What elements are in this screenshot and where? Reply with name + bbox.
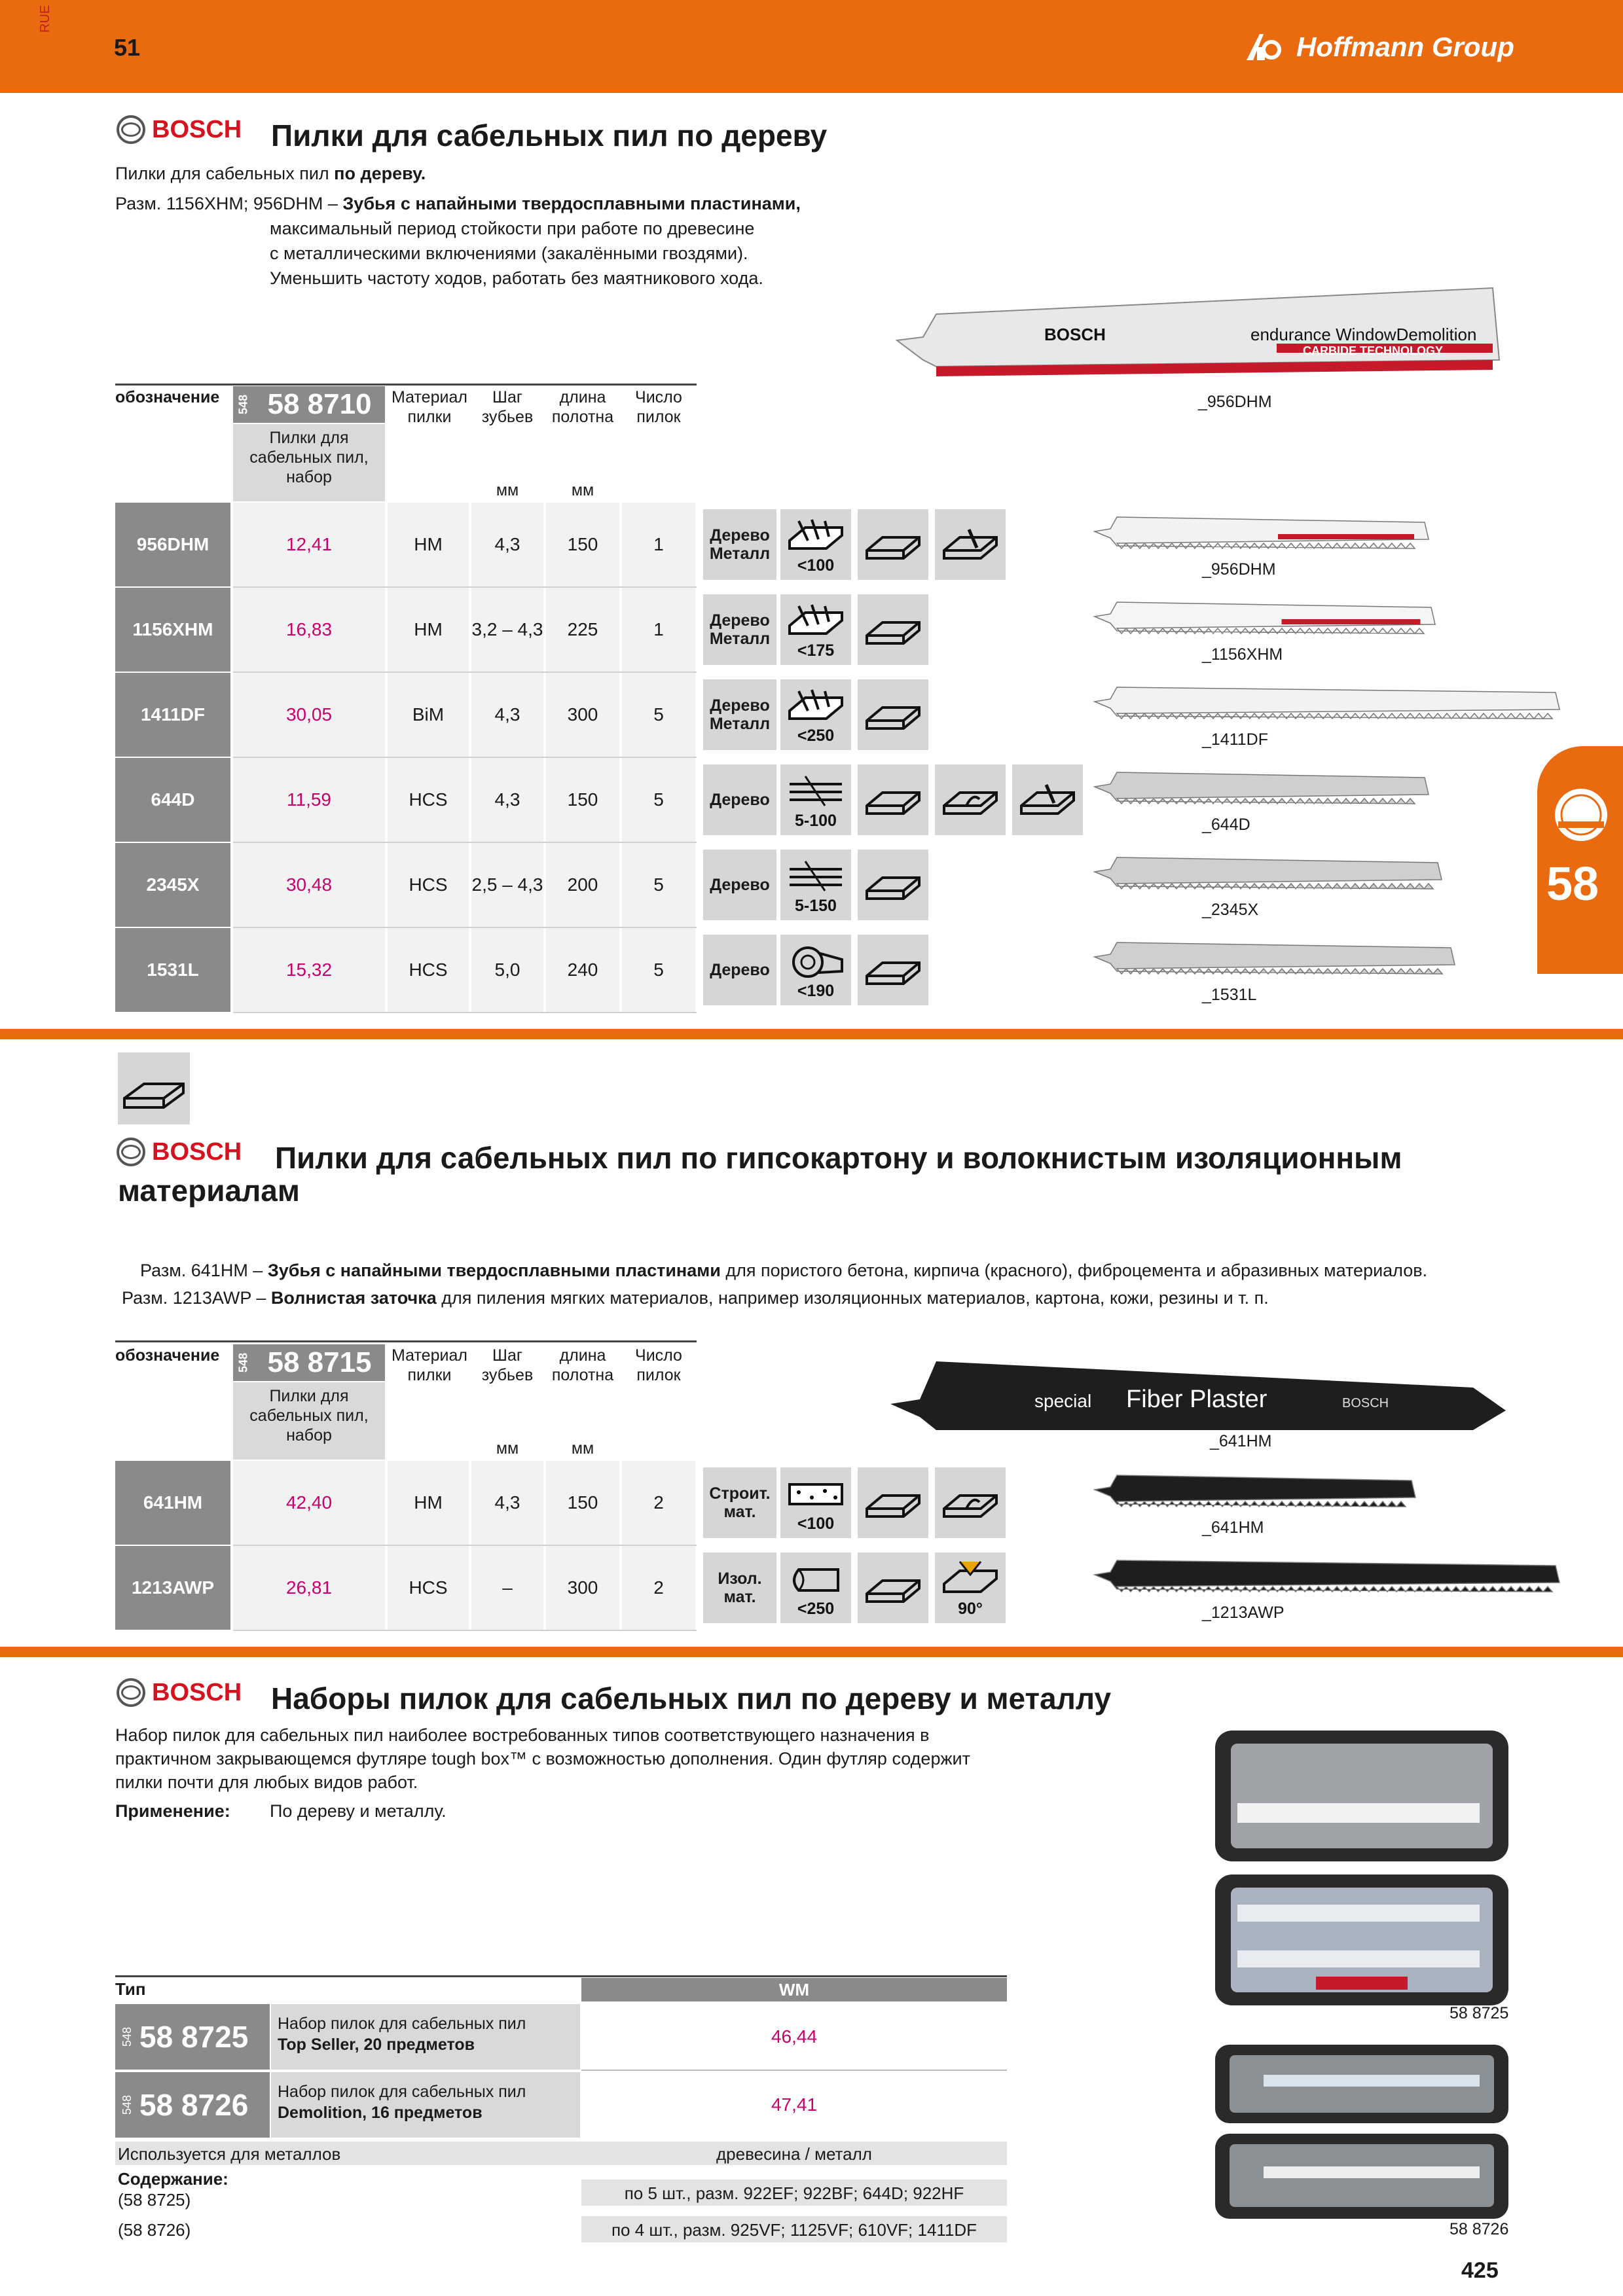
bosch-logo-icon xyxy=(117,115,145,144)
row-application: Дерево Металл xyxy=(703,509,776,580)
row-length: 150 xyxy=(546,758,619,842)
row-code: 1531L xyxy=(115,928,230,1012)
content-1: по 5 шт., разм. 922EF; 922BF; 644D; 922HF xyxy=(624,2183,964,2203)
bosch-brand: BOSCH xyxy=(117,1138,242,1166)
row-price: 42,40 xyxy=(233,1461,385,1545)
unit-mm: мм xyxy=(496,1439,519,1458)
bosch-brand: BOSCH xyxy=(117,1678,242,1707)
layered-wood-icon: 5-100 xyxy=(780,764,851,835)
col-pitch: Шаг зубьев xyxy=(481,1346,534,1384)
row-application: Строит. мат. xyxy=(703,1467,776,1538)
row-pitch: 4,3 xyxy=(471,758,543,842)
row-material: HM xyxy=(388,1461,469,1545)
row-code: 644D xyxy=(115,758,230,842)
row-code: 956DHM xyxy=(115,503,230,586)
content-2: по 4 шт., разм. 925VF; 1125VF; 610VF; 1411DF xyxy=(611,2220,977,2240)
page-number-bottom: 425 xyxy=(1461,2258,1499,2283)
row-code: 641HM xyxy=(115,1461,230,1545)
row-length: 240 xyxy=(546,928,619,1012)
row-price: 12,41 xyxy=(233,503,385,586)
usage-label: Применение: xyxy=(115,1801,230,1821)
straight-cut-icon xyxy=(858,679,928,750)
col-count: Число пилок xyxy=(635,388,682,426)
blade-caption-top: _641HM xyxy=(1210,1432,1272,1450)
straight-cut-icon xyxy=(858,594,928,665)
row-material: HCS xyxy=(388,1546,469,1630)
row-length: 200 xyxy=(546,843,619,927)
section2-line1: Разм. 641HM – Зубья с напайными твердосплавными пластинами для пористого бетона, кирпича (красного), фиброцемента и абразивных материалов. xyxy=(140,1261,1428,1280)
set-desc-1: Набор пилок для сабельных пил Top Seller, 20 предметов xyxy=(271,2004,580,2070)
col-type: Тип xyxy=(115,1979,146,1999)
unit-mm: мм xyxy=(571,1439,594,1458)
case-588725-image xyxy=(1211,1728,1512,2016)
row-count: 5 xyxy=(622,843,695,927)
row-count: 5 xyxy=(622,758,695,842)
col-material: Материал пилки xyxy=(392,388,467,426)
section1-line2: максимальный период стойкости при работе по древесине xyxy=(270,219,755,238)
row-count: 1 xyxy=(622,588,695,672)
blade-caption: _1156XHM xyxy=(1202,645,1283,664)
article-number: 58 8715 xyxy=(254,1344,385,1381)
row-price: 30,48 xyxy=(233,843,385,927)
row-application: Дерево xyxy=(703,850,776,920)
case-588726-image xyxy=(1211,2042,1512,2225)
plunge-cut-icon xyxy=(1012,764,1083,835)
set-desc-2: Набор пилок для сабельных пил Demolition, 16 предметов xyxy=(271,2072,580,2138)
row-count: 5 xyxy=(622,928,695,1012)
row-length: 150 xyxy=(546,503,619,586)
section2-title-line2: материалам xyxy=(118,1174,300,1208)
row-pitch: – xyxy=(471,1546,543,1630)
saw-blade-image xyxy=(1091,505,1431,558)
used-for-value: древесина / металл xyxy=(716,2144,872,2164)
col-designation: обозначение xyxy=(115,1346,220,1365)
blade-caption: _1411DF xyxy=(1202,730,1268,749)
row-material: HCS xyxy=(388,843,469,927)
saw-blade-641hm-large xyxy=(884,1342,1512,1440)
section2-title-line1: Пилки для сабельных пил по гипсокартону и волокнистым изоляционным xyxy=(275,1141,1402,1175)
blade-caption: _956DHM xyxy=(1202,560,1276,579)
article-number: 58 8710 xyxy=(254,386,385,423)
case-label-2: 58 8726 xyxy=(1450,2220,1509,2238)
row-price: 11,59 xyxy=(233,758,385,842)
log-cut-icon: <190 xyxy=(780,935,851,1005)
set-price-1: 46,44 xyxy=(581,2004,1007,2071)
row-material: HCS xyxy=(388,758,469,842)
blade-caption-top: _956DHM xyxy=(1198,393,1272,411)
row-code: 1411DF xyxy=(115,673,230,757)
row-application: Дерево xyxy=(703,764,776,835)
row-count: 1 xyxy=(622,503,695,586)
plunge-cut-icon xyxy=(935,509,1006,580)
section3-para2: практичном закрывающемся футляре tough box™ с возможностью дополнения. Один футляр содержит xyxy=(115,1749,970,1768)
article-prefix: 548 xyxy=(233,1344,254,1381)
set-article-1: 548 58 8725 xyxy=(115,2004,270,2070)
article-description: Пилки для сабельных пил, набор xyxy=(233,1382,385,1460)
row-length: 150 xyxy=(546,1461,619,1545)
bosch-logo-icon xyxy=(117,1678,145,1707)
svg-text:CARBIDE TECHNOLOGY: CARBIDE TECHNOLOGY xyxy=(1303,344,1444,357)
nail-embedded-wood-icon: <250 xyxy=(780,679,851,750)
set-price-2: 47,41 xyxy=(771,2094,818,2115)
section1-line4: Уменьшить частоту ходов, работать без маятникового хода. xyxy=(270,268,763,288)
row-length: 300 xyxy=(546,1546,619,1630)
row-length: 225 xyxy=(546,588,619,672)
col-length: длина полотна xyxy=(551,1346,614,1384)
chapter-number: 58 xyxy=(1546,858,1599,910)
row-pitch: 4,3 xyxy=(471,1461,543,1545)
row-material: HM xyxy=(388,588,469,672)
col-length: длина полотна xyxy=(551,388,614,426)
language-code: RUE xyxy=(38,5,52,33)
case-label-1: 58 8725 xyxy=(1450,2004,1509,2022)
saw-blade-image xyxy=(1091,846,1444,898)
row-pitch: 5,0 xyxy=(471,928,543,1012)
row-pitch: 4,3 xyxy=(471,503,543,586)
row-application: Дерево Металл xyxy=(703,594,776,665)
col-designation: обозначение xyxy=(115,388,220,406)
curve-cut-icon xyxy=(935,764,1006,835)
row-application: Дерево xyxy=(703,935,776,1005)
saw-blade-image xyxy=(1091,931,1457,983)
article-description: Пилки для сабельных пил, набор xyxy=(233,424,385,501)
saw-blade-image xyxy=(1091,675,1562,728)
row-pitch: 3,2 – 4,3 xyxy=(471,588,543,672)
row-length: 300 xyxy=(546,673,619,757)
row-code: 1156XHM xyxy=(115,588,230,672)
section1-sizes: Разм. 1156XHM; 956DHM – Зубья с напайными твердосплавными пластинами, xyxy=(115,194,801,213)
blade-caption: _1531L xyxy=(1202,986,1257,1004)
content-ref-2: (58 8726) xyxy=(118,2220,191,2240)
cutting-disc-icon xyxy=(1552,785,1611,844)
blade-caption: _1213AWP xyxy=(1202,1604,1285,1622)
row-price: 26,81 xyxy=(233,1546,385,1630)
row-pitch: 2,5 – 4,3 xyxy=(471,843,543,927)
section1-line3: с металлическими включениями (закалёнными гвоздями). xyxy=(270,243,748,263)
content-ref-1: (58 8725) xyxy=(118,2190,191,2210)
saw-blade-956dhm-large xyxy=(884,275,1506,386)
bosch-logo-icon xyxy=(117,1138,145,1166)
insulation-roll-icon: <250 xyxy=(780,1552,851,1623)
section3-para3: пилки почти для любых видов работ. xyxy=(115,1772,418,1792)
saw-blade-image xyxy=(1091,1549,1562,1601)
row-material: BiM xyxy=(388,673,469,757)
nail-embedded-wood-icon: <100 xyxy=(780,509,851,580)
row-count: 5 xyxy=(622,673,695,757)
unit-mm: мм xyxy=(496,481,519,499)
hoffmann-logo: Hoffmann Group xyxy=(1244,31,1514,63)
set-article-2: 548 58 8726 xyxy=(115,2072,270,2138)
hoffmann-logo-icon xyxy=(1244,31,1290,63)
row-count: 2 xyxy=(622,1461,695,1545)
straight-cut-icon xyxy=(858,850,928,920)
blade-caption: _641HM xyxy=(1202,1518,1264,1537)
section-divider xyxy=(0,1647,1623,1657)
usage-value: По дереву и металлу. xyxy=(270,1801,447,1821)
porous-material-icon: <100 xyxy=(780,1467,851,1538)
row-price: 15,32 xyxy=(233,928,385,1012)
row-code: 2345X xyxy=(115,843,230,927)
unit-mm: мм xyxy=(571,481,594,499)
row-application: Изол. мат. xyxy=(703,1552,776,1623)
saw-blade-image xyxy=(1091,1463,1418,1516)
svg-text:BOSCH: BOSCH xyxy=(1342,1396,1389,1410)
section3-para1: Набор пилок для сабельных пил наиболее востребованных типов соответствующего назначения в xyxy=(115,1725,930,1745)
svg-text:BOSCH: BOSCH xyxy=(1044,325,1106,344)
svg-text:Fiber Plaster: Fiber Plaster xyxy=(1126,1386,1267,1413)
article-prefix: 548 xyxy=(233,386,254,423)
section1-intro: Пилки для сабельных пил по дереву. xyxy=(115,164,426,183)
col-pitch: Шаг зубьев xyxy=(481,388,534,426)
row-count: 2 xyxy=(622,1546,695,1630)
straight-cut-icon xyxy=(858,764,928,835)
bosch-brand: BOSCH xyxy=(117,115,242,144)
row-price: 16,83 xyxy=(233,588,385,672)
straight-cut-icon xyxy=(858,1467,928,1538)
section1-title: Пилки для сабельных пил по дереву xyxy=(271,118,828,152)
section3-title: Наборы пилок для сабельных пил по дереву и металлу xyxy=(271,1681,1112,1715)
nail-embedded-wood-icon: <175 xyxy=(780,594,851,665)
row-application: Дерево Металл xyxy=(703,679,776,750)
section2-line2: Разм. 1213AWP – Волнистая заточка для пиления мягких материалов, например изоляционных материалов, картона, кожи, резины и т. п. xyxy=(122,1288,1269,1308)
curve-cut-icon xyxy=(935,1467,1006,1538)
saw-blade-image xyxy=(1091,761,1431,813)
row-material: HM xyxy=(388,503,469,586)
drywall-icon xyxy=(118,1052,190,1124)
col-material: Материал пилки xyxy=(392,1346,467,1384)
straight-cut-icon xyxy=(858,935,928,1005)
section-divider xyxy=(0,1029,1623,1039)
col-count: Число пилок xyxy=(635,1346,682,1384)
page-number: 51 xyxy=(114,34,141,61)
content-label: Содержание: xyxy=(118,2169,228,2189)
blade-caption: _644D xyxy=(1202,816,1250,834)
row-pitch: 4,3 xyxy=(471,673,543,757)
col-wm: WM xyxy=(581,1978,1007,2001)
blade-caption: _2345X xyxy=(1202,901,1259,919)
used-for-label: Используется для металлов xyxy=(118,2144,341,2164)
layered-wood-icon: 5-150 xyxy=(780,850,851,920)
saw-blade-image xyxy=(1091,590,1438,643)
row-material: HCS xyxy=(388,928,469,1012)
straight-cut-icon xyxy=(858,509,928,580)
svg-text:special: special xyxy=(1034,1391,1092,1411)
straight-cut-icon xyxy=(858,1552,928,1623)
angle-cut-icon: 90° xyxy=(935,1552,1006,1623)
svg-text:endurance WindowDemolition: endurance WindowDemolition xyxy=(1250,325,1477,344)
row-code: 1213AWP xyxy=(115,1546,230,1630)
row-price: 30,05 xyxy=(233,673,385,757)
